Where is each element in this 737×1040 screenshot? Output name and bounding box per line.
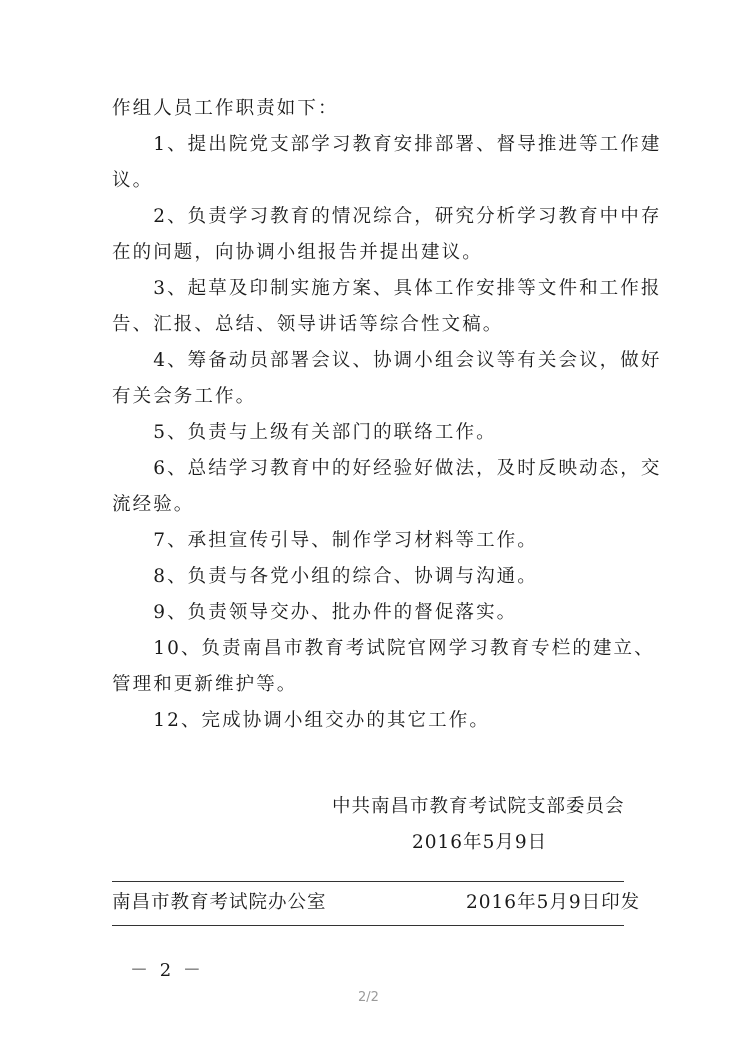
body-line: 5、负责与上级有关部门的联络工作。 (112, 422, 497, 443)
body-line: 8、负责与各党小组的综合、协调与沟通。 (112, 566, 538, 587)
body-line: 作组人员工作职责如下： (112, 98, 339, 119)
body-line: 4、筹备动员部署会议、协调小组会议等有关会议，做好 (112, 350, 662, 371)
body-line: 2、负责学习教育的情况综合，研究分析学习教育中中存 (112, 206, 662, 227)
footer-issue-date: 2016年5月9日印发 (466, 892, 641, 913)
body-line: 12、完成协调小组交办的其它工作。 (112, 710, 490, 731)
body-line: 管理和更新维护等。 (112, 674, 298, 695)
footer-issuer: 南昌市教育考试院办公室 (112, 892, 327, 913)
body-line: 7、承担宣传引导、制作学习材料等工作。 (112, 530, 538, 551)
viewer-page-indicator: 2/2 (358, 990, 379, 1005)
body-line: 有关会务工作。 (112, 386, 257, 407)
body-line: 10、负责南昌市教育考试院官网学习教育专栏的建立、 (112, 638, 655, 659)
body-line: 议。 (112, 170, 154, 191)
footer-top-rule (112, 881, 624, 882)
footer-bottom-rule (112, 925, 624, 926)
page-number: － 2 － (130, 960, 204, 981)
body-line: 6、总结学习教育中的好经验好做法，及时反映动态，交 (112, 458, 662, 479)
signature-date: 2016年5月9日 (412, 832, 548, 853)
body-line: 1、提出院党支部学习教育安排部署、督导推进等工作建 (112, 134, 662, 155)
body-line: 流经验。 (112, 494, 195, 515)
body-line: 在的问题，向协调小组报告并提出建议。 (112, 242, 483, 263)
body-line: 告、汇报、总结、领导讲话等综合性文稿。 (112, 314, 504, 335)
body-line: 3、起草及印制实施方案、具体工作安排等文件和工作报 (112, 278, 662, 299)
body-line: 9、负责领导交办、批办件的督促落实。 (112, 602, 518, 623)
signature-organization: 中共南昌市教育考试院支部委员会 (332, 796, 625, 817)
